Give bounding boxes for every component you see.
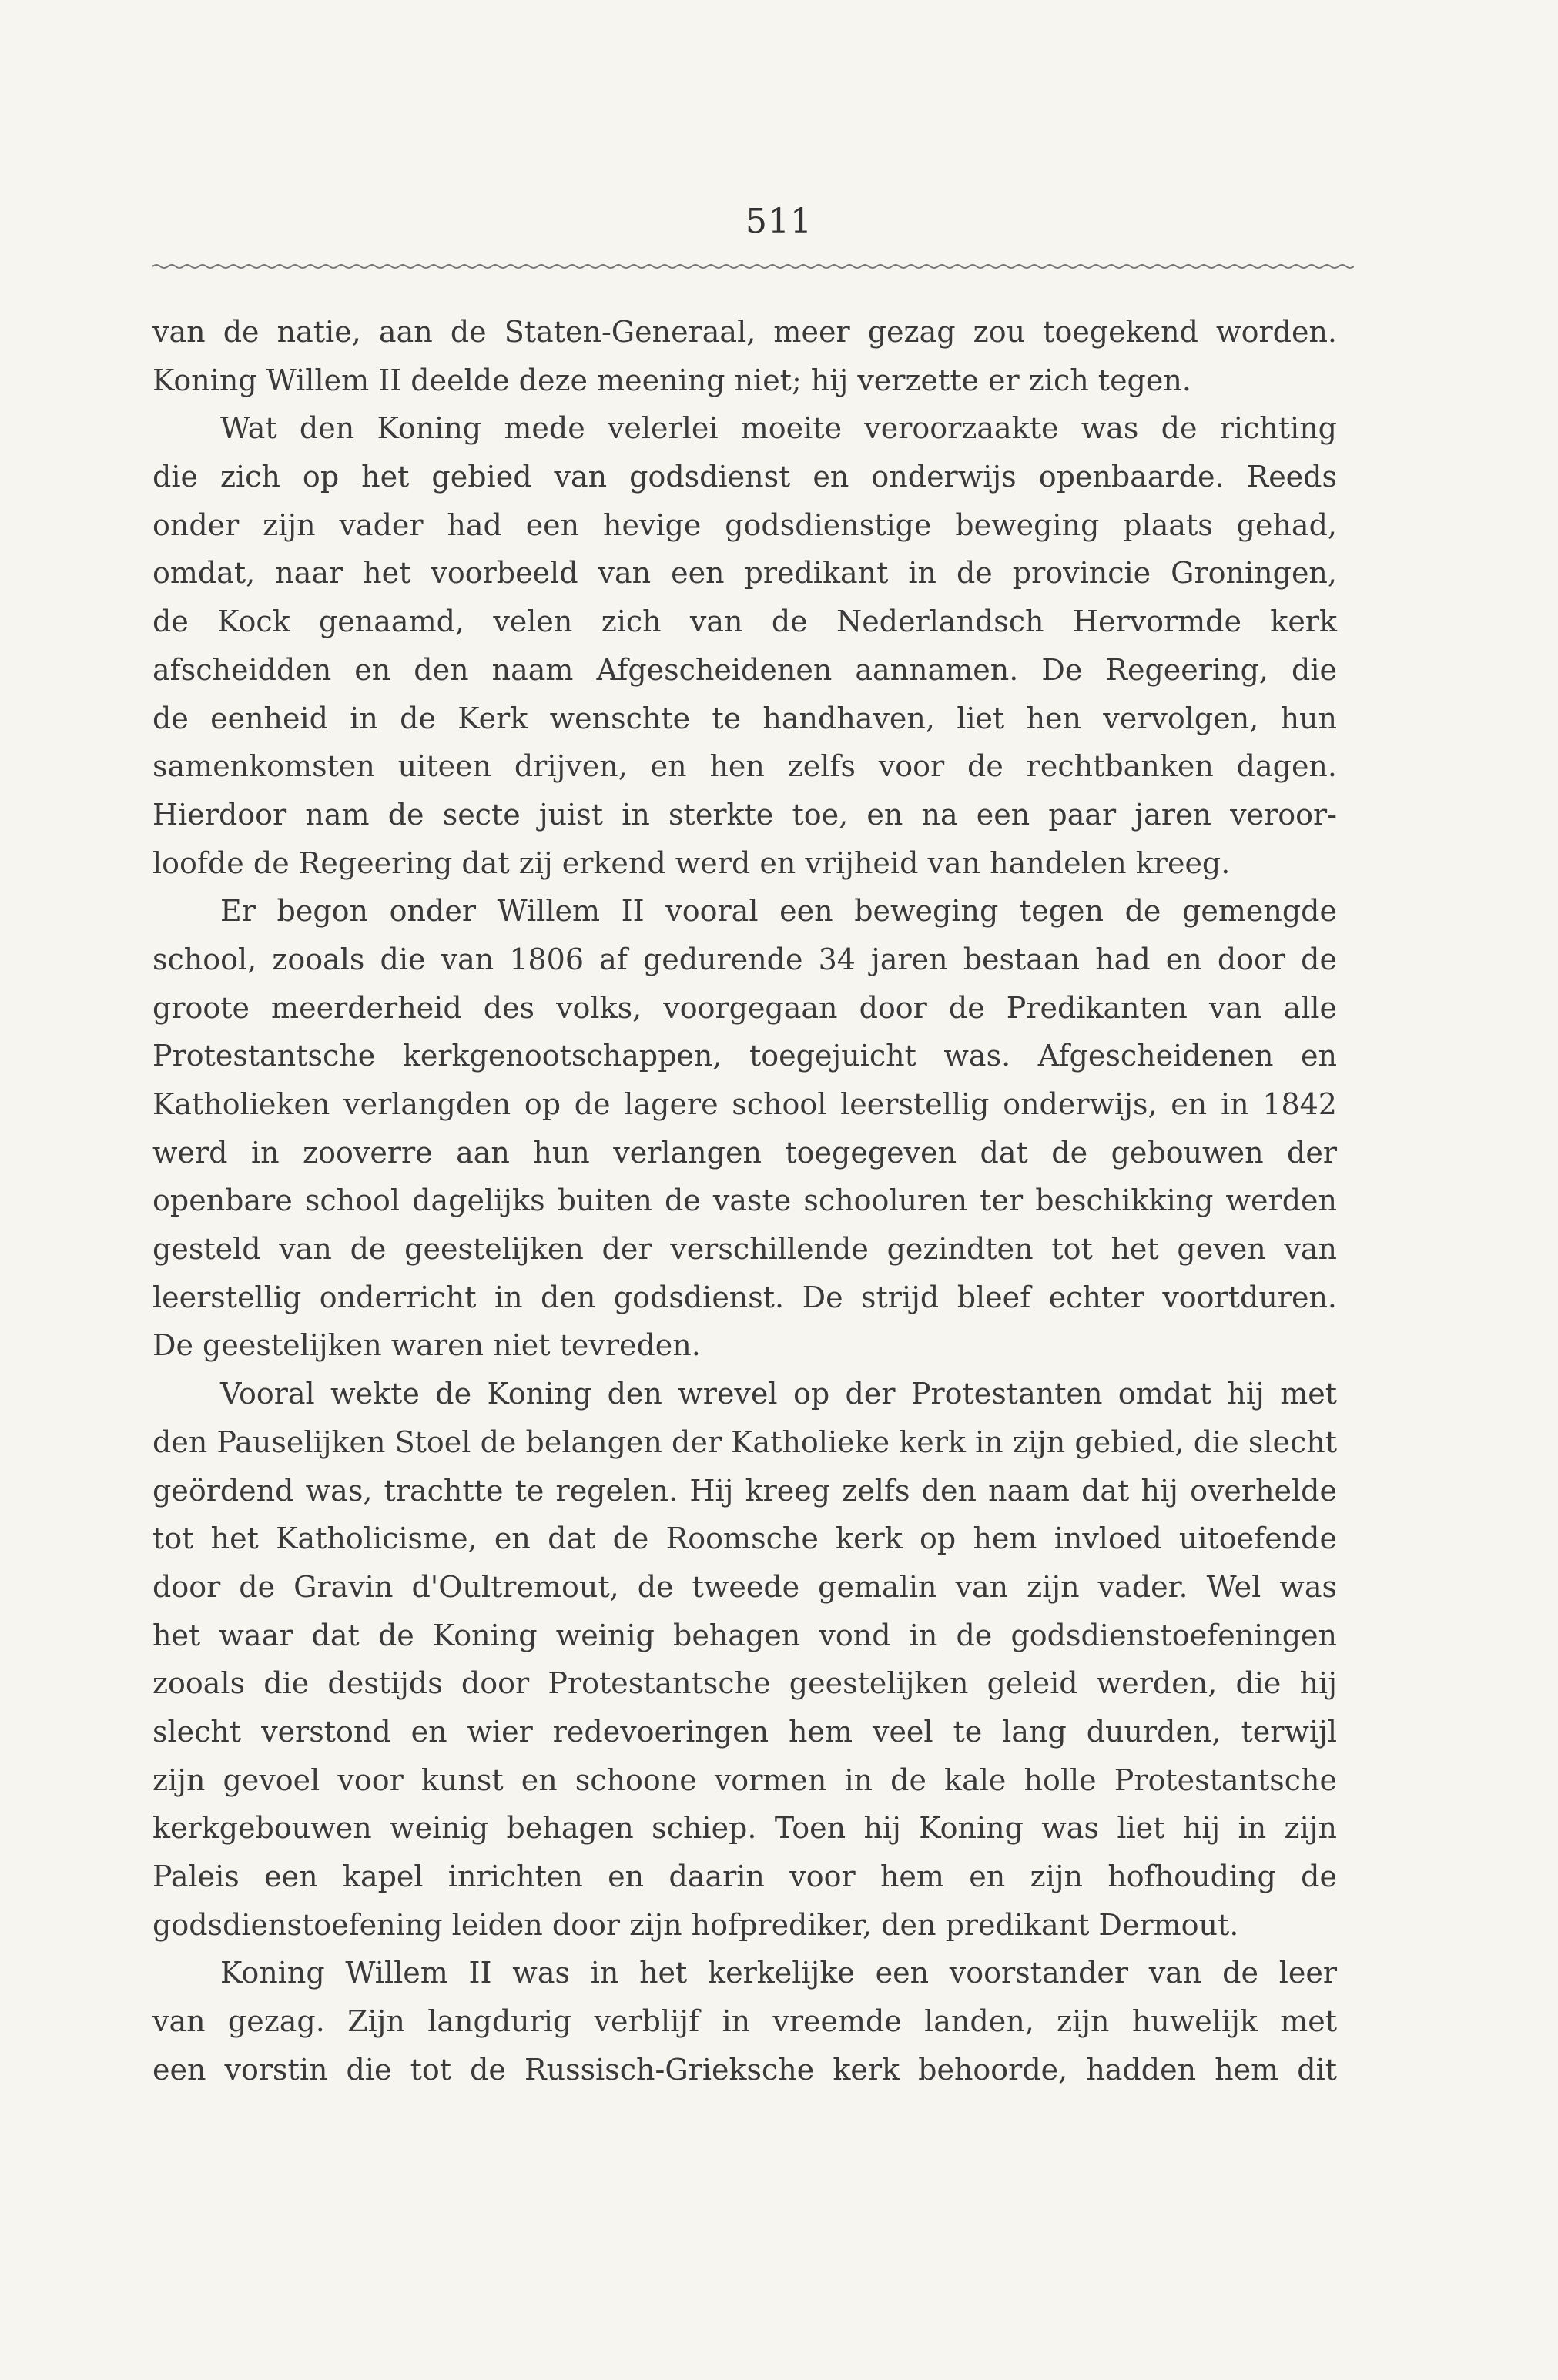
text-line: Koning Willem II deelde deze meening niet; hij verzette er zich tegen. (152, 363, 1191, 397)
text-line: leerstellig onderricht in den godsdienst. De strijd bleef echter voortduren. (152, 1280, 1337, 1314)
text-line: openbare school dagelijks buiten de vaste schooluren ter beschikking werden (152, 1183, 1337, 1218)
text-line: Katholieken verlangden op de lagere school leerstellig onderwijs, en in 1842 (152, 1087, 1337, 1121)
text-line: Protestantsche kerkgenootschappen, toegejuicht was. Afgescheidenen en (152, 1039, 1337, 1073)
text-line: Paleis een kapel inrichten en daarin voor hem en zijn hofhouding de (152, 1859, 1337, 1893)
text-line: geördend was, trachtte te regelen. Hij kreeg zelfs den naam dat hij overhelde (152, 1473, 1337, 1508)
page-number: 511 (745, 202, 813, 241)
body-text (152, 308, 1337, 2094)
text-line: zooals die destijds door Protestantsche geestelijken geleid werden, die hij (152, 1666, 1337, 1701)
text-line: omdat, naar het voorbeeld van een predikant in de provincie Groningen, (152, 556, 1337, 591)
text-line: van gezag. Zijn langdurig verblijf in vreemde landen, zijn huwelijk met (152, 2004, 1337, 2039)
paragraph (152, 1949, 1337, 2094)
text-line: Hierdoor nam de secte juist in sterkte toe, en na een paar jaren veroor- (152, 797, 1337, 832)
text-line: werd in zooverre aan hun verlangen toegegeven dat de gebouwen der (152, 1135, 1337, 1170)
text-line: groote meerderheid des volks, voorgegaan door de Predikanten van alle (152, 990, 1337, 1025)
text-line: godsdienstoefening leiden door zijn hofprediker, den predikant Dermout. (152, 1907, 1239, 1942)
text-line: zijn gevoel voor kunst en schoone vormen in de kale holle Protestantsche (152, 1762, 1337, 1797)
text-line: Koning Willem II was in het kerkelijke een voorstander van de leer (220, 1956, 1337, 1990)
text-line: onder zijn vader had een hevige godsdienstige beweging plaats gehad, (152, 507, 1337, 542)
paragraph (152, 404, 1337, 887)
paragraph (152, 1370, 1337, 1949)
text-line: een vorstin die tot de Russisch-Grieksche kerk behoorde, hadden hem dit (152, 2052, 1337, 2087)
text-line: slecht verstond en wier redevoeringen hem veel te lang duurden, terwijl (152, 1714, 1337, 1749)
text-line: kerkgebouwen weinig behagen schiep. Toen hij Koning was liet hij in zijn (152, 1811, 1337, 1846)
text-line: die zich op het gebied van godsdienst en onderwijs openbaarde. Reeds (152, 460, 1337, 494)
text-line: door de Gravin d'Oultremout, de tweede gemalin van zijn vader. Wel was (152, 1569, 1337, 1604)
text-line: Wat den Koning mede velerlei moeite veroorzaakte was de richting (220, 411, 1337, 446)
paragraph (152, 308, 1337, 404)
text-line: school, zooals die van 1806 af gedurende 34 jaren bestaan had en door de (152, 942, 1337, 976)
text-line: loofde de Regeering dat zij erkend werd en vrijheid van handelen kreeg. (152, 845, 1231, 880)
text-line: het waar dat de Koning weinig behagen vond in de godsdienstoefeningen (152, 1618, 1337, 1652)
text-line: Vooral wekte de Koning den wrevel op der Protestanten omdat hij met (220, 1377, 1337, 1411)
text-line: tot het Katholicisme, en dat de Roomsche kerk op hem invloed uitoefende (152, 1521, 1337, 1556)
text-line: Er begon onder Willem II vooral een beweging tegen de gemengde (220, 894, 1337, 929)
text-line: samenkomsten uiteen drijven, en hen zelfs voor de rechtbanken dagen. (152, 749, 1337, 784)
text-line: gesteld van de geestelijken der verschillende gezindten tot het geven van (152, 1232, 1337, 1267)
text-line: afscheidden en den naam Afgescheidenen aannamen. De Regeering, die (152, 652, 1337, 687)
text-line: De geestelijken waren niet tevreden. (152, 1328, 701, 1363)
paragraph (152, 887, 1337, 1370)
text-line: van de natie, aan de Staten-Generaal, meer gezag zou toegekend worden. (152, 315, 1337, 349)
text-line: den Pauselijken Stoel de belangen der Katholieke kerk in zijn gebied, die slecht (152, 1424, 1337, 1459)
text-line: de eenheid in de Kerk wenschte te handhaven, liet hen vervolgen, hun (152, 701, 1337, 735)
text-line: de Kock genaamd, velen zich van de Nederlandsch Hervormde kerk (152, 604, 1337, 639)
decorative-wavy-rule (152, 260, 1354, 273)
